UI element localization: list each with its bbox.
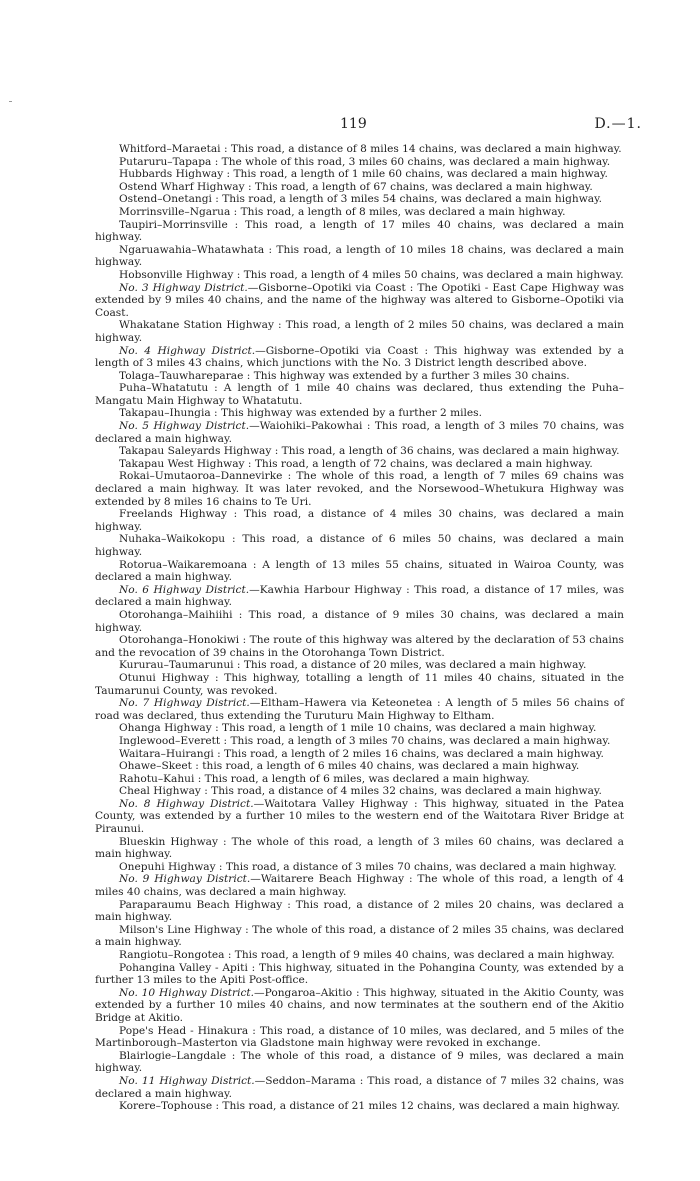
paragraph-text: —Pongaroa–Akitio : This highway, situated in the Akitio County, was extended by a further 10 miles 40 chains, and now terminates at the southern end of the Akitio Bridge at Akitio. (95, 986, 624, 1024)
paragraph-text: Tolaga–Tauwhareparae : This highway was extended by a further 3 miles 30 chains. (119, 369, 570, 382)
page-number: 119 (340, 116, 367, 132)
paragraph (95, 773, 624, 786)
paragraph-text: Puha–Whatatutu : A length of 1 mile 40 chains was declared, thus extending the Puha–Mangatu Main Highway to Whatatutu. (95, 382, 624, 407)
paragraph-text: —Waitarere Beach Highway : The whole of this road, a length of 4 miles 40 chains, was declared a main highway. (95, 873, 624, 899)
paragraph (95, 1050, 624, 1075)
paragraph-text: —Kawhia Harbour Highway : This road, a distance of 17 miles, was declared a main highway. (95, 583, 624, 609)
paragraph (95, 244, 624, 269)
paragraph (95, 760, 624, 773)
paragraph (95, 407, 624, 420)
paragraph (95, 962, 624, 987)
paragraph-text: Milson's Line Highway : The whole of this road, a distance of 2 miles 35 chains, was declared a main highway. (95, 923, 624, 949)
paragraph (95, 836, 624, 861)
district-heading: No. 5 Highway District. (119, 420, 250, 433)
paragraph-text: Takapau–Ihungia : This highway was extended by a further 2 miles. (119, 407, 482, 420)
paragraph (95, 420, 624, 445)
paragraph-text: Kururau–Taumarunui : This road, a distance of 20 miles, was declared a main highway. (119, 659, 587, 672)
paragraph (95, 143, 624, 156)
paragraph-text: Blueskin Highway : The whole of this road, a length of 3 miles 60 chains, was declared a main highway. (95, 835, 624, 861)
paragraph-text: Waitara–Huirangi : This road, a length of 2 miles 16 chains, was declared a main highway. (119, 747, 604, 760)
paragraph (95, 634, 624, 659)
paragraph-text: Morrinsville–Ngarua : This road, a length of 8 miles, was declared a main highway. (119, 205, 566, 218)
paragraph (95, 168, 624, 181)
paragraph-text: Rokai–Umutaoroa–Dannevirke : The whole of this road, a length of 7 miles 69 chains was declared a main highway. It was later revoked, and the Norsewood–Whetukura Highway was extended by 8 miles 16 chains to Te Uri. (95, 470, 624, 508)
paragraph (95, 659, 624, 672)
paragraph (95, 269, 624, 282)
paragraph-text: Takapau Saleyards Highway : This road, a length of 36 chains, was declared a main highway. (119, 445, 620, 458)
document-reference: D.—1. (594, 116, 642, 132)
paragraph (95, 181, 624, 194)
paragraph (95, 319, 624, 344)
scan-mark (9, 101, 12, 102)
paragraph-text: Putaruru–Tapapa : The whole of this road, 3 miles 60 chains, was declared a main highway. (119, 155, 611, 168)
district-heading: No. 7 Highway District. (119, 697, 250, 710)
paragraph-text: Whitford–Maraetai : This road, a distance of 8 miles 14 chains, was declared a main highway. (119, 143, 622, 155)
paragraph (95, 672, 624, 697)
paragraph-text: Nuhaka–Waikokopu : This road, a distance of 6 miles 50 chains, was declared a main highway. (95, 533, 624, 558)
paragraph (95, 899, 624, 924)
paragraph (95, 748, 624, 761)
paragraph (95, 156, 624, 169)
paragraph-text: Blairlogie–Langdale : The whole of this road, a distance of 9 miles, was declared a main highway. (95, 1049, 624, 1075)
paragraph-text: Rangiotu–Rongotea : This road, a length of 9 miles 40 chains, was declared a main highway. (119, 949, 615, 961)
paragraph (95, 924, 624, 949)
district-heading: No. 9 Highway District. (119, 873, 251, 886)
paragraph-text: Freelands Highway : This road, a distance of 4 miles 30 chains, was declared a main highway. (95, 508, 624, 533)
paragraph-text: Inglewood–Everett : This road, a length of 3 miles 70 chains, was declared a main highway. (119, 734, 611, 747)
paragraph (95, 798, 624, 836)
paragraph (95, 470, 624, 508)
paragraph-text: Whakatane Station Highway : This road, a length of 2 miles 50 chains, was declared a main highway. (95, 319, 624, 344)
paragraph (95, 785, 624, 798)
paragraph-text: Takapau West Highway : This road, a length of 72 chains, was declared a main highway. (119, 457, 593, 470)
paragraph (95, 193, 624, 206)
paragraph-text: Pope's Head - Hinakura : This road, a distance of 10 miles, was declared, and 5 miles of the Martinborough–Masterton via Gladstone main highway were revoked in exchange. (95, 1024, 624, 1050)
paragraph-text: Pohangina Valley - Apiti : This highway, situated in the Pohangina County, was extended by a further 13 miles to the Apiti Post-office. (95, 961, 624, 987)
paragraph (95, 219, 624, 244)
paragraph (95, 949, 624, 962)
paragraph (95, 722, 624, 735)
paragraph (95, 559, 624, 584)
paragraph (95, 206, 624, 219)
paragraph-text: —Gisborne–Opotiki via Coast : This highway was extended by a length of 3 miles 43 chains, which junctions with the No. 3 District length described above. (95, 344, 624, 370)
paragraph-text: Korere–Tophouse : This road, a distance of 21 miles 12 chains, was declared a main highway. (119, 1100, 620, 1113)
paragraph (95, 584, 624, 609)
paragraph (95, 987, 624, 1025)
paragraph (95, 1025, 624, 1050)
district-heading: No. 3 Highway District. (119, 281, 248, 294)
district-heading: No. 4 Highway District. (119, 344, 256, 357)
paragraph-text: Rotorua–Waikaremoana : A length of 13 miles 55 chains, situated in Wairoa County, was declared a main highway. (95, 558, 624, 584)
paragraph-text: Hobsonville Highway : This road, a length of 4 miles 50 chains, was declared a main highway. (119, 268, 624, 281)
paragraph (95, 370, 624, 383)
paragraph-text: Rahotu–Kahui : This road, a length of 6 miles, was declared a main highway. (119, 772, 530, 785)
paragraph (95, 735, 624, 748)
paragraph-text: Ohawe–Skeet : this road, a length of 6 miles 40 chains, was declared a main highway. (119, 760, 580, 773)
paragraph (95, 508, 624, 533)
paragraph-text: Ostend Wharf Highway : This road, a length of 67 chains, was declared a main highway. (119, 180, 593, 193)
paragraph-text: Hubbards Highway : This road, a length of 1 mile 60 chains, was declared a main highway. (119, 168, 608, 181)
paragraph (95, 1100, 624, 1113)
paragraph (95, 873, 624, 898)
paragraph-text: —Eltham–Hawera via Keteonetea : A length of 5 miles 56 chains of road was declared, thus extending the Turuturu Main Highway to Eltham. (95, 697, 624, 722)
paragraph (95, 458, 624, 471)
paragraph (95, 533, 624, 558)
paragraph-text: Ohanga Highway : This road, a length of 1 mile 10 chains, was declared a main highway. (119, 722, 597, 735)
page-header (0, 116, 700, 136)
paragraph (95, 445, 624, 458)
paragraph-text: Onepuhi Highway : This road, a distance of 3 miles 70 chains, was declared a main highway. (119, 860, 617, 873)
paragraph-text: Cheal Highway : This road, a distance of 4 miles 32 chains, was declared a main highway. (119, 785, 602, 798)
paragraph-text: Ngaruawahia–Whatawhata : This road, a length of 10 miles 18 chains, was declared a main highway. (95, 243, 624, 269)
body-text (95, 143, 624, 1113)
paragraph-text: Otunui Highway : This highway, totalling a length of 11 miles 40 chains, situated in the Taumarunui County, was revoked. (95, 671, 624, 697)
paragraph-text: Taupiri–Morrinsville : This road, a length of 17 miles 40 chains, was declared a main highway. (95, 218, 624, 244)
paragraph-text: —Gisborne–Opotiki via Coast : The Opotiki - East Cape Highway was extended by 9 miles 40 chains, and the name of the highway was altered to Gisborne–Opotiki via Coast. (95, 281, 624, 319)
paragraph (95, 861, 624, 874)
paragraph-text: —Waitotara Valley Highway : This highway, situated in the Patea County, was extended by a further 10 miles to the western end of the Waitotara River Bridge at Piraunui. (95, 797, 625, 836)
paragraph-text: Otorohanga–Maihiihi : This road, a distance of 9 miles 30 chains, was declared a main highway. (95, 608, 624, 634)
paragraph-text: Ostend–Onetangi : This road, a length of 3 miles 54 chains, was declared a main highway. (119, 193, 603, 206)
paragraph-text: —Seddon–Marama : This road, a distance of 7 miles 32 chains, was declared a main highway. (95, 1074, 624, 1100)
paragraph-text: —Waiohiki–Pakowhai : This road, a length of 3 miles 70 chains, was declared a main highway. (95, 420, 625, 445)
district-heading: No. 8 Highway District. (119, 797, 254, 810)
paragraph (95, 697, 624, 722)
district-heading: No. 11 Highway District. (119, 1074, 255, 1087)
paragraph-text: Paraparaumu Beach Highway : This road, a distance of 2 miles 20 chains, was declared a main highway. (95, 898, 624, 924)
paragraph (95, 382, 624, 407)
paragraph (95, 282, 624, 320)
paragraph (95, 609, 624, 634)
district-heading: No. 10 Highway District. (119, 986, 255, 999)
paragraph (95, 345, 624, 370)
district-heading: No. 6 Highway District. (119, 583, 250, 596)
paragraph-text: Otorohanga–Honokiwi : The route of this highway was altered by the declaration of 53 chains and the revocation of 39 chains in the Otorohanga Town District. (95, 634, 624, 659)
paragraph (95, 1075, 624, 1100)
